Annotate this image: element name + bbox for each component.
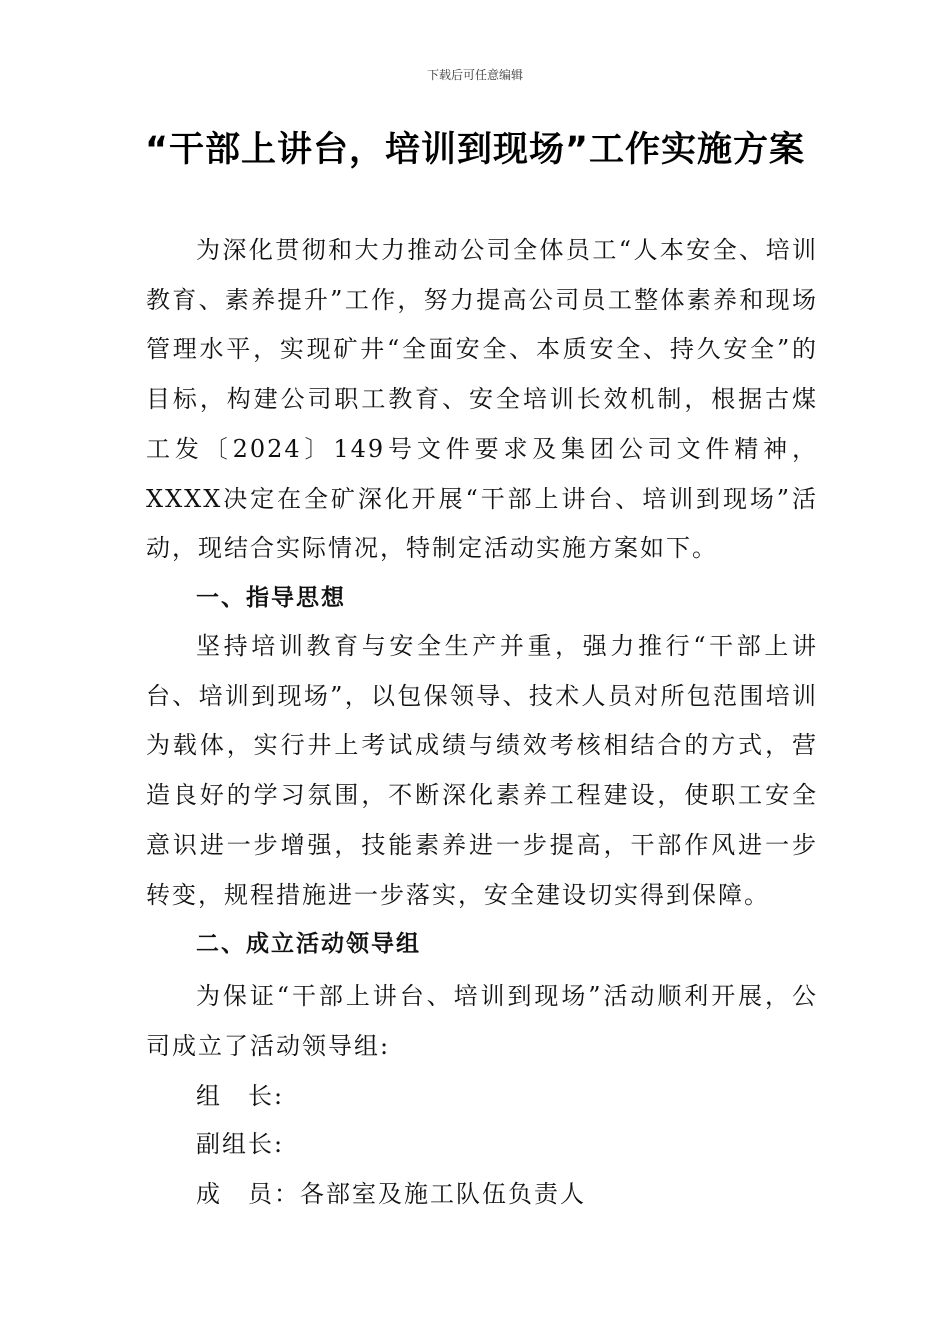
document-title: “干部上讲台，培训到现场”工作实施方案 <box>144 130 805 170</box>
member-line-leader: 组 长: <box>196 1082 285 1110</box>
section-heading-guiding-ideology: 一、指导思想 <box>196 585 346 611</box>
intro-paragraph: 为深化贯彻和大力推动公司全体员工“人本安全、培训教育、素养提升”工作，努力提高公司员工整体素养和现场管理水平，实现矿井“全面安全、本质安全、持久安全”的目标，构建公司职工教育、安全培训长效机制，根据古煤工发〔2024〕149号文件要求及集团公司文件精神，XXXX决定在全矿深化开展“干部上讲台、培训到现场”活动，现结合实际情况，特制定活动实施方案如下。 <box>146 236 818 563</box>
member-line-deputy-leader: 副组长: <box>196 1130 285 1158</box>
guiding-ideology-paragraph: 坚持培训教育与安全生产并重，强力推行“干部上讲台、培训到现场”，以包保领导、技术人员对所包范围培训为载体，实行井上考试成绩与绩效考核相结合的方式，营造良好的学习氛围，不断深化素养工程建设，使职工安全意识进一步增强，技能素养进一步提高，干部作风进一步转变，规程措施进一步落实，安全建设切实得到保障。 <box>146 632 818 909</box>
section-heading-leadership-group: 二、成立活动领导组 <box>196 931 421 957</box>
leadership-group-paragraph: 为保证“干部上讲台、培训到现场”活动顺利开展，公司成立了活动领导组: <box>146 982 818 1060</box>
page-header: 下载后可任意编辑 <box>426 68 523 82</box>
member-line-members: 成 员：各部室及施工队伍负责人 <box>196 1180 586 1208</box>
